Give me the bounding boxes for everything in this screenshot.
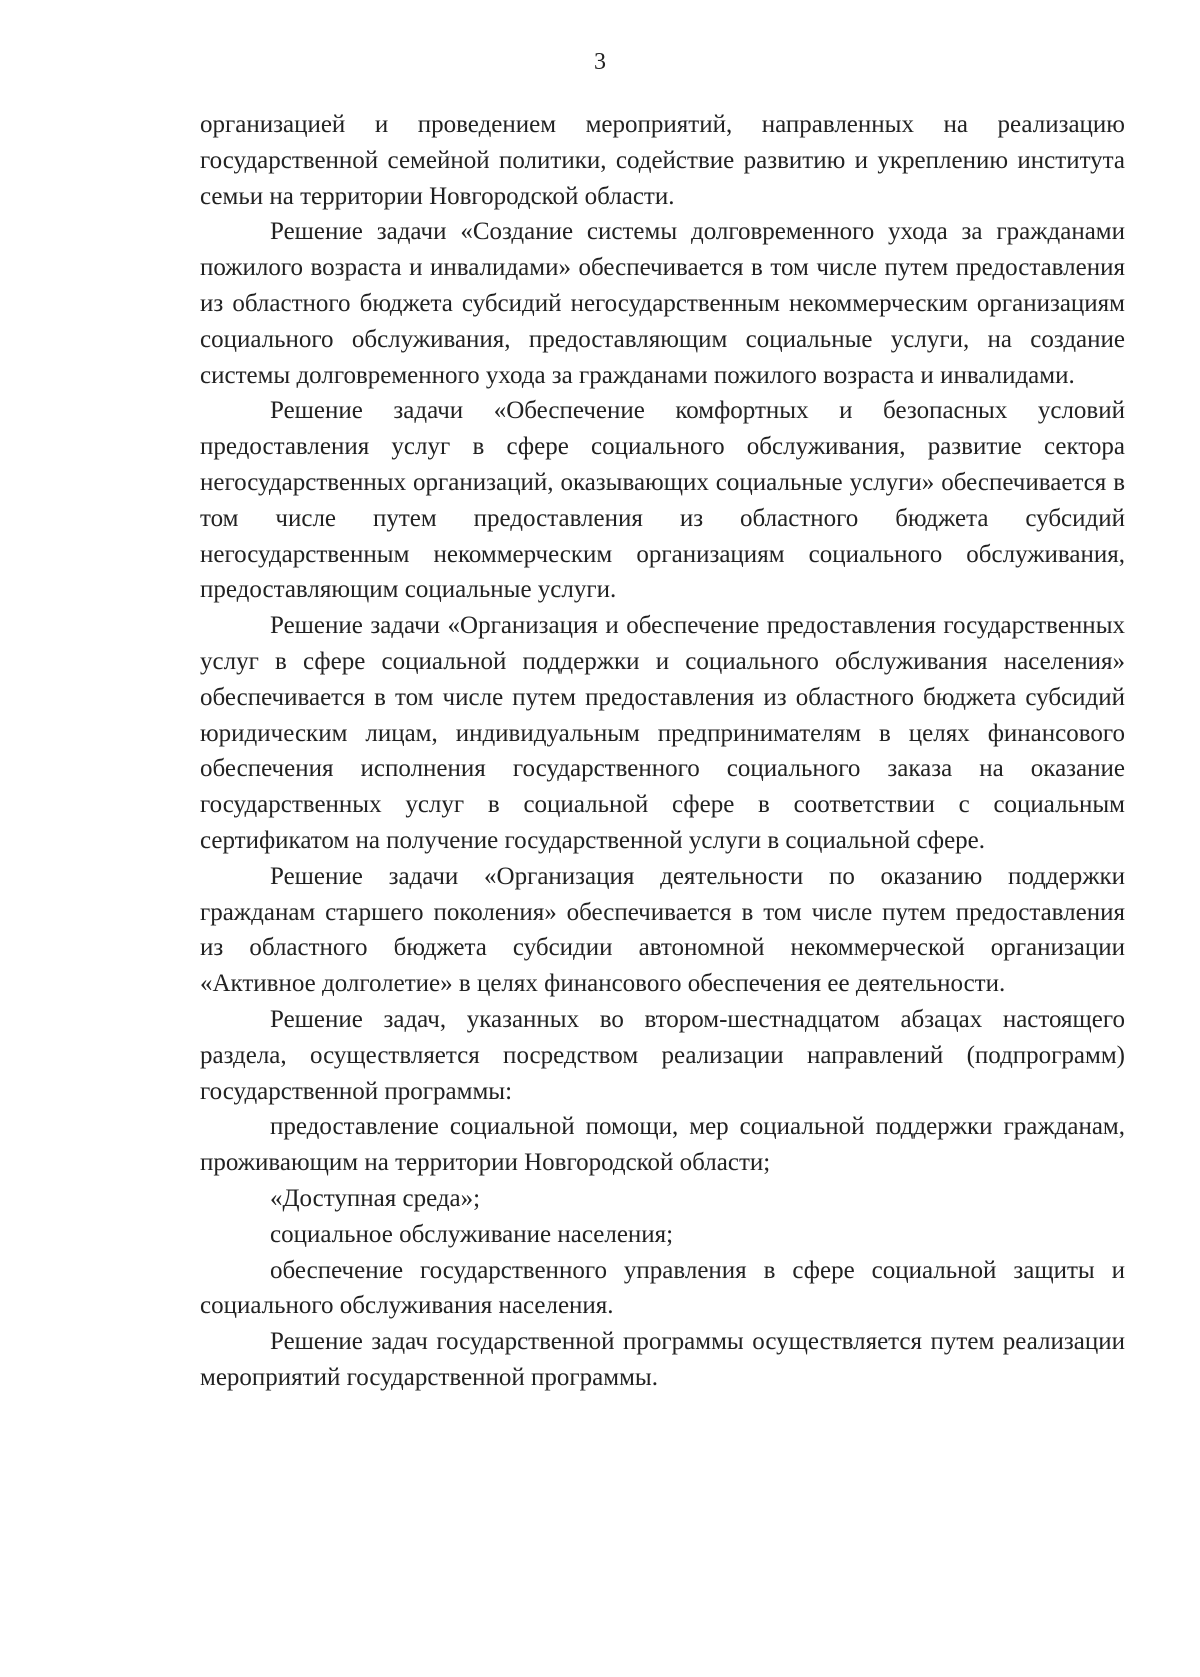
page-number: 3	[594, 49, 606, 75]
list-item-state-management: обеспечение государственного управления в сфере социальной защиты и социального обслуживания населения.	[200, 1256, 1125, 1320]
paragraph-state-services: Решение задачи «Организация и обеспечение предоставления государственных услуг в сфере социальной поддержки и социального обслуживания населения» обеспечивается в том числе путем предоставления из областного бюджета субсидий юридическим лицам, индивидуальным предпринимателям в целях финансового обеспечения исполнения государственного социального заказа на оказание государственных услуг в социальной сфере в соответствии с социальным сертификатом на получение государственной услуги в социальной сфере.	[200, 612, 1125, 854]
paragraph-tasks-solution: Решение задач, указанных во втором-шестнадцатом абзацах настоящего раздела, осуществляется посредством реализации направлений (подпрограмм) государственной программы:	[200, 1005, 1125, 1105]
paragraph-continuation: организацией и проведением мероприятий, направленных на реализацию государственной семейной политики, содействие развитию и укреплению института семьи на территории Новгородской области.	[200, 111, 1125, 210]
paragraph-older-generation: Решение задачи «Организация деятельности по оказанию поддержки гражданам старшего поколения» обеспечивается в том числе путем предоставления из областного бюджета субсидии автономной некоммерческой организации «Активное долголетие» в целях финансового обеспечения ее деятельности.	[200, 862, 1125, 998]
list-item-social-assistance: предоставление социальной помощи, мер социальной поддержки гражданам, проживающим на территории Новгородской области;	[200, 1113, 1125, 1177]
paragraph-long-term-care: Решение задачи «Создание системы долговременного ухода за гражданами пожилого возраста и инвалидами» обеспечивается в том числе путем предоставления из областного бюджета субсидий негосударственным некоммерческим организациям социального обслуживания, предоставляющим социальные услуги, на создание системы долговременного ухода за гражданами пожилого возраста и инвалидами.	[200, 218, 1125, 389]
list-item-accessible-environment: «Доступная среда»;	[270, 1184, 481, 1212]
paragraph-program-implementation: Решение задач государственной программы осуществляется путем реализации мероприятий государственной программы.	[200, 1328, 1125, 1391]
document-body	[200, 107, 1125, 1396]
paragraph-comfortable-conditions: Решение задачи «Обеспечение комфортных и безопасных условий предоставления услуг в сфере социального обслуживания, развитие сектора негосударственных организаций, оказывающих социальные услуги» обеспечивается в том числе путем предоставления из областного бюджета субсидий негосударственным некоммерческим организациям социального обслуживания, предоставляющим социальные услуги.	[200, 397, 1125, 604]
list-item-social-services: социальное обслуживание населения;	[270, 1220, 674, 1248]
